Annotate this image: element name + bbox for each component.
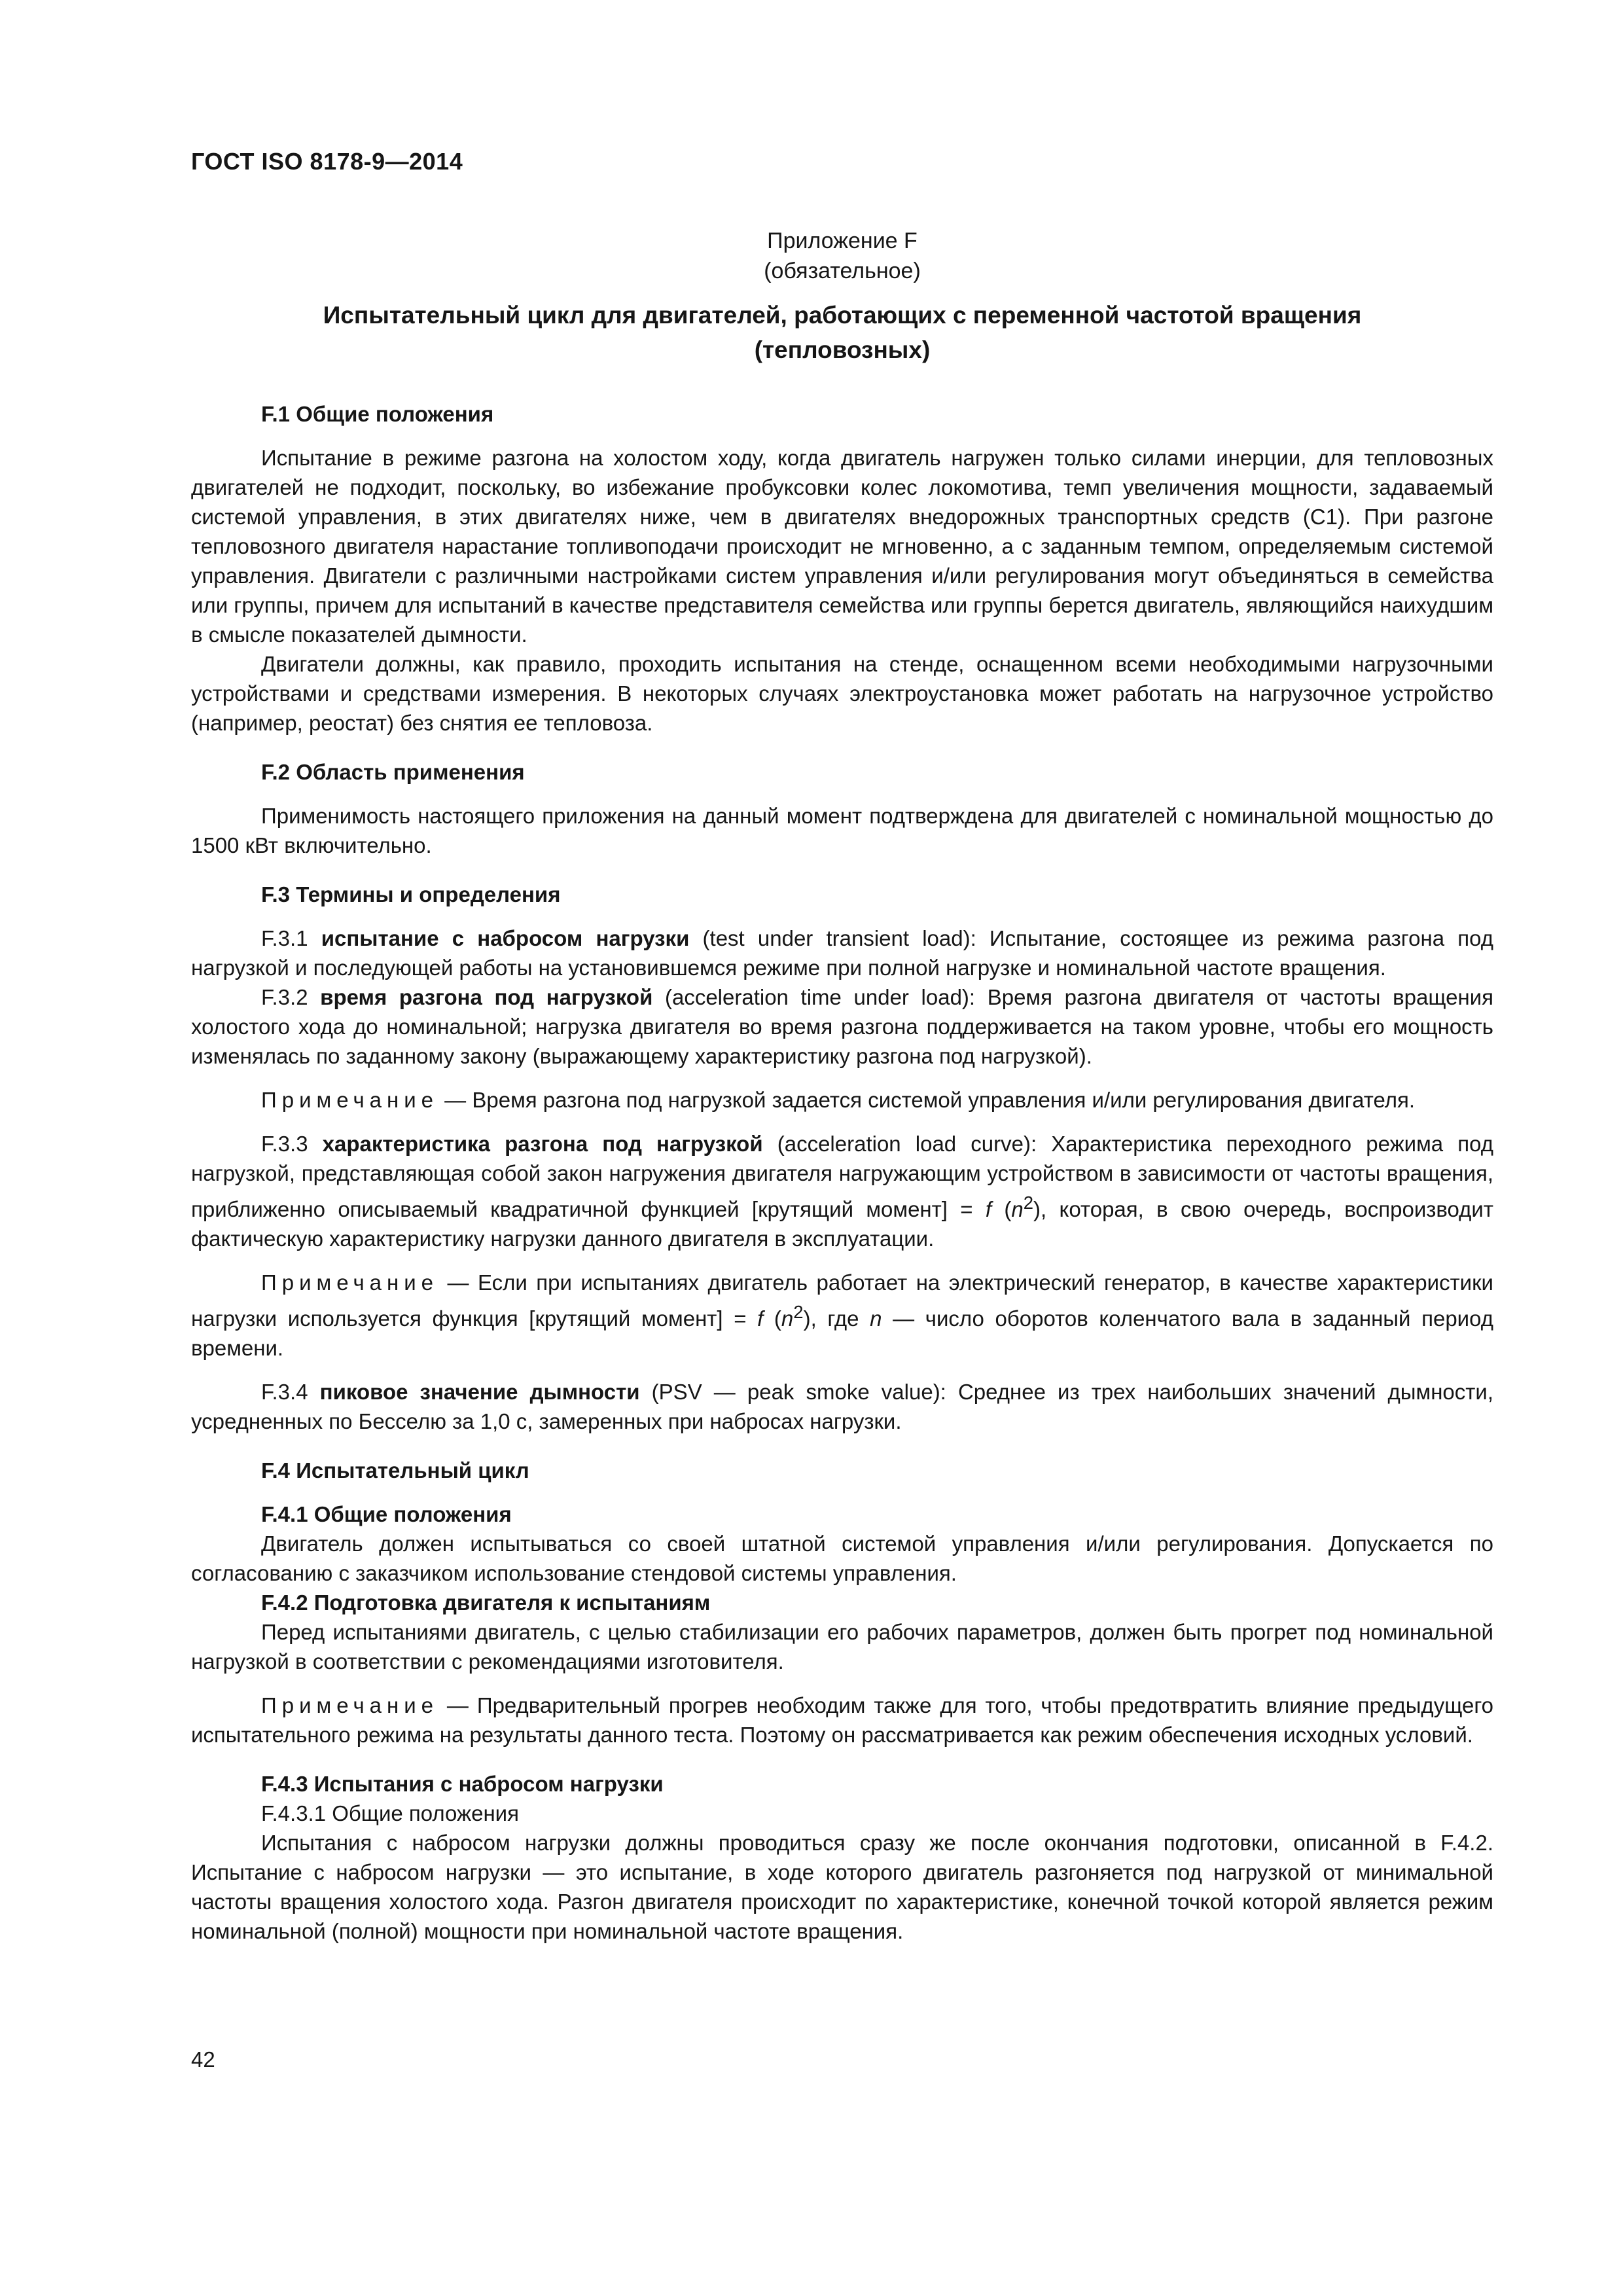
- appendix-title-line1: Испытательный цикл для двигателей, работающих с переменной частотой вращения: [323, 302, 1362, 329]
- document-body: [191, 399, 1493, 1946]
- subsection-heading-f42: F.4.2 Подготовка двигателя к испытаниям: [261, 1590, 711, 1615]
- term-definition: F.3.3 характеристика разгона под нагрузкой (acceleration load curve): Характеристика переходного режима под нагрузкой, представляющая собой закон нагружения двигателя нагружающим устройством в зависимости от частоты вращения, приближенно описываемый квадратичной функцией [крутящий момент] = f $(n^2)$, которая, в свою очередь, воспроизводит фактическую характеристику нагрузки данного двигателя в эксплуатации.: [191, 1132, 1493, 1251]
- term: характеристика разгона под нагрузкой: [322, 1132, 763, 1156]
- term-definition: F.3.4 пиковое значение дымности (PSV — peak smoke value): Среднее из трех наибольших значений дымности, усредненных по Бесселю за 1,0 с, замеренных при набросах нагрузки.: [191, 1380, 1494, 1433]
- appendix-title-line2: (тепловозных): [754, 336, 931, 363]
- note: Примечание — Если при испытаниях двигатель работает на электрический генератор, в качестве характеристики нагрузки используется функция [крутящий момент] = f $(n^2)$, где n — число оборотов коленчатого вала в заданный период времени.: [191, 1270, 1493, 1360]
- term: время разгона под нагрузкой: [320, 985, 653, 1009]
- section-heading-f4: F.4 Испытательный цикл: [261, 1458, 529, 1482]
- paragraph: Испытание в режиме разгона на холостом ходу, когда двигатель нагружен только силами инерции, для тепловозных двигателей не подходит, поскольку, во избежание пробуксовки колес локомотива, темп увеличения мощности, задаваемый системой управления, в этих двигателях ниже, чем в двигателях внедорожных транспортных средств (С1). При разгоне тепловозного двигателя нарастание топливоподачи происходит не мгновенно, а с заданным темпом, определяемым системой управления. Двигатели с различными настройками систем управления и/или регулирования могут объединяться в семейства или группы, причем для испытаний в качестве представителя семейства или группы берется двигатель, являющийся наихудшим в смысле показателей дымности.: [191, 446, 1494, 647]
- paragraph: Двигатель должен испытываться со своей штатной системой управления и/или регулирования. Допускается по согласованию с заказчиком использование стендовой системы управления.: [191, 1532, 1493, 1585]
- paragraph: Двигатели должны, как правило, проходить испытания на стенде, оснащенном всеми необходимыми нагрузочными устройствами и средствами измерения. В некоторых случаях электроустановка может работать на нагрузочное устройство (например, реостат) без снятия ее тепловоза.: [191, 652, 1493, 735]
- document-page: [191, 0, 1493, 2296]
- subsection-heading-f43: F.4.3 Испытания с набросом нагрузки: [261, 1772, 664, 1796]
- term-definition: F.3.1 испытание с набросом нагрузки (test under transient load): Испытание, состоящее из режима разгона под нагрузкой и последующей работы на установившемся режиме при полной нагрузке и номинальной частоте вращения.: [191, 926, 1493, 980]
- section-heading-f1: F.1 Общие положения: [261, 402, 494, 426]
- note-label: Примечание: [261, 1088, 439, 1112]
- paragraph: Применимость настоящего приложения на данный момент подтверждена для двигателей с номинальной мощностью до 1500 кВт включительно.: [191, 804, 1493, 857]
- term: испытание с набросом нагрузки: [321, 926, 690, 950]
- appendix-label: Приложение F: [767, 228, 918, 253]
- note: Примечание — Предварительный прогрев необходим также для того, чтобы предотвратить влияние предыдущего испытательного режима на результаты данного теста. Поэтому он рассматривается как режим обеспечения исходных условий.: [191, 1693, 1493, 1747]
- appendix-type: (обязательное): [764, 259, 921, 283]
- document-header: ГОСТ ISO 8178-9—2014: [191, 148, 463, 175]
- paragraph: Перед испытаниями двигатель, с целью стабилизации его рабочих параметров, должен быть прогрет под номинальной нагрузкой в соответствии с рекомендациями изготовителя.: [191, 1620, 1493, 1674]
- note: Примечание — Время разгона под нагрузкой задается системой управления и/или регулирования двигателя.: [261, 1088, 1416, 1112]
- section-heading-f2: F.2 Область применения: [261, 760, 525, 784]
- term: пиковое значение дымности: [319, 1380, 640, 1404]
- note-label: Примечание: [261, 1693, 439, 1717]
- section-heading-f3: F.3 Термины и определения: [261, 882, 561, 906]
- paragraph: Испытания с набросом нагрузки должны проводиться сразу же после окончания подготовки, описанной в F.4.2. Испытание с набросом нагрузки — это испытание, в ходе которого двигатель разгоняется под нагрузкой от минимальной частоты вращения холостого хода. Разгон двигателя происходит по характеристике, конечной точкой которой является режим номинальной (полной) мощности при номинальной частоте вращения.: [191, 1831, 1493, 1943]
- appendix-title: [191, 298, 1493, 367]
- note-label: Примечание: [261, 1270, 439, 1295]
- subsubsection-heading-f431: F.4.3.1 Общие положения: [261, 1801, 519, 1825]
- subsection-heading-f41: F.4.1 Общие положения: [261, 1502, 512, 1526]
- appendix-heading: [191, 226, 1493, 286]
- page-number: 42: [191, 2047, 215, 2072]
- term-definition: F.3.2 время разгона под нагрузкой (acceleration time under load): Время разгона двигателя от частоты вращения холостого хода до номинальной; нагрузка двигателя во время разгона поддерживается на таком уровне, чтобы его мощность изменялась по заданному закону (выражающему характеристику разгона под нагрузкой).: [191, 985, 1493, 1068]
